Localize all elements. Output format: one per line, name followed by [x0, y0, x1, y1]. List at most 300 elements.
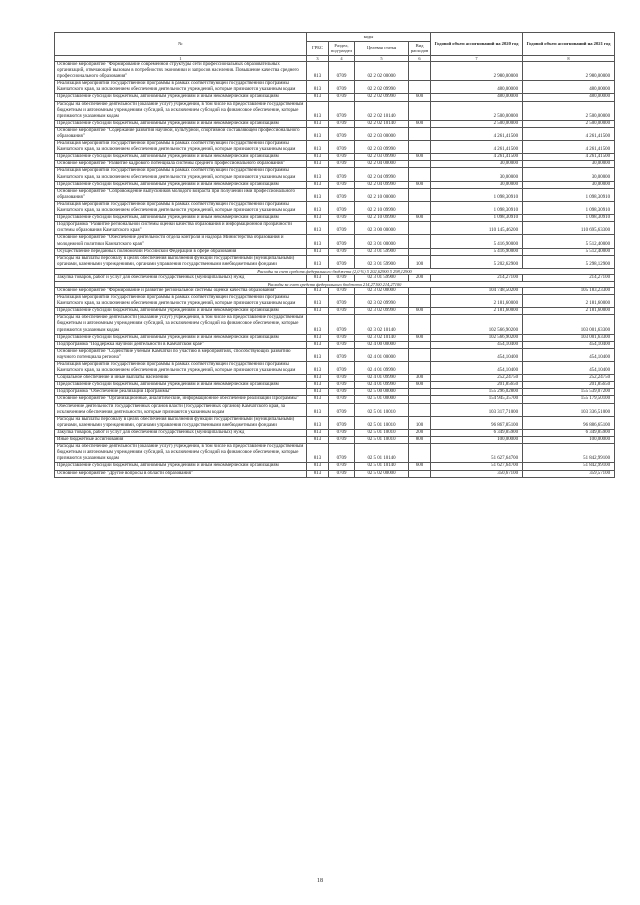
row-expense-type [409, 127, 431, 140]
row-name: Основное мероприятие "Содействие ученым Камчатки по участию в мероприятиях, способствующих развитию научного потенциала региона" [55, 348, 307, 361]
row-section: 0709 [329, 201, 355, 214]
row-grbs: 813 [307, 308, 329, 315]
row-amount-2020: 454,10400 [431, 348, 523, 361]
row-name: Реализация мероприятий государственной программы в рамках соответствующей государственной программы Камчатского края, за исключением обеспечения деятельности учреждений, которые признаются указанным кодам [55, 201, 307, 214]
row-expense-type [409, 81, 431, 94]
row-article: 02 5 01 10010 [355, 437, 409, 444]
table-row [55, 188, 615, 201]
row-amount-2020: 30,00000 [431, 161, 523, 168]
row-article: 02 4 01 09990 [355, 375, 409, 382]
row-amount-2021: 110 695,63300 [523, 222, 615, 235]
row-name: Реализация мероприятий государственной программы в рамках соответствующей государственной программы Камчатского края, за исключением обеспечения деятельности учреждений, которые признаются указанным кодам [55, 295, 307, 308]
row-amount-2020: 480,00000 [431, 81, 523, 94]
row-grbs: 813 [307, 222, 329, 235]
row-name: Предоставление субсидий бюджетным, автономным учреждениям и иным некоммерческим организациям [55, 382, 307, 389]
row-amount-2020: 252,24750 [431, 375, 523, 382]
row-grbs: 813 [307, 295, 329, 308]
row-section: 0709 [329, 382, 355, 389]
row-expense-type [409, 444, 431, 463]
header-article: Целевая статья [355, 41, 409, 55]
table-row [55, 161, 615, 168]
table-row [55, 215, 615, 222]
row-section: 0709 [329, 295, 355, 308]
row-amount-2021: 155 179,50100 [523, 396, 615, 403]
row-amount-2021: 454,10400 [523, 348, 615, 361]
row-name: Основное мероприятие "Развитие кадрового потенциала системы среднего профессионального образования" [55, 161, 307, 168]
row-grbs: 813 [307, 255, 329, 268]
row-expense-type: 600 [409, 181, 431, 188]
row-grbs: 813 [307, 61, 329, 80]
row-amount-2020: 100,00000 [431, 437, 523, 444]
row-article: 02 2 04 09990 [355, 181, 409, 188]
row-expense-type: 600 [409, 120, 431, 127]
row-expense-type: 300 [409, 375, 431, 382]
row-article: 02 2 04 00000 [355, 161, 409, 168]
table-row [55, 444, 615, 463]
row-amount-2021: 103 336,51000 [523, 403, 615, 416]
row-name: Предоставление субсидий бюджетным, автономным учреждениям и иным некоммерческим организациям [55, 215, 307, 222]
row-amount-2020: 103 317,71000 [431, 403, 523, 416]
table-row [55, 429, 615, 436]
row-amount-2021: 100,00000 [523, 437, 615, 444]
row-section: 0709 [329, 127, 355, 140]
table-row [55, 334, 615, 341]
federal-funds-note: Расходы за счет средств федерального бюджета (2,0 %) 5 202,62900 5 298,12900 [55, 268, 615, 274]
row-grbs: 813 [307, 215, 329, 222]
row-article: 02 5 01 10140 [355, 444, 409, 463]
row-article: 02 4 01 09990 [355, 362, 409, 375]
row-amount-2021: 1 098,30910 [523, 201, 615, 214]
row-amount-2020: 51 627,64700 [431, 463, 523, 470]
column-index-cell: 1 [55, 55, 307, 61]
row-section: 0709 [329, 308, 355, 315]
row-section: 0709 [329, 255, 355, 268]
row-grbs: 813 [307, 120, 329, 127]
table-row [55, 396, 615, 403]
row-expense-type [409, 188, 431, 201]
row-amount-2021: 214,27100 [523, 274, 615, 281]
table-row [55, 287, 615, 294]
row-grbs: 813 [307, 168, 329, 181]
row-amount-2020: 454,10400 [431, 341, 523, 348]
row-name: Предоставление субсидий бюджетным, автономным учреждениям и иным некоммерческим организациям [55, 120, 307, 127]
row-section: 0709 [329, 161, 355, 168]
row-amount-2021: 5 298,12900 [523, 255, 615, 268]
row-grbs: 813 [307, 127, 329, 140]
table-row [55, 274, 615, 281]
row-section: 0709 [329, 248, 355, 255]
row-article: 02 5 01 10140 [355, 463, 409, 470]
row-grbs: 813 [307, 188, 329, 201]
row-name: Реализация мероприятий государственной программы в рамках соответствующей государственной программы Камчатского края, за исключением обеспечения деятельности учреждений, которые признаются указанным кодам [55, 168, 307, 181]
row-grbs: 813 [307, 81, 329, 94]
row-grbs: 813 [307, 403, 329, 416]
table-row [55, 222, 615, 235]
row-expense-type: 100 [409, 416, 431, 429]
row-section: 0709 [329, 222, 355, 235]
row-amount-2020: 2 980,00000 [431, 61, 523, 80]
row-grbs: 813 [307, 362, 329, 375]
row-expense-type: 600 [409, 463, 431, 470]
row-expense-type [409, 470, 431, 477]
row-article: 02 2 10 09990 [355, 215, 409, 222]
row-name: Реализация мероприятий государственной программы в рамках соответствующей государственной программы Камчатского края, за исключением обеспечения деятельности учреждений, которые признаются указанным кодам [55, 362, 307, 375]
row-article: 02 2 04 09990 [355, 168, 409, 181]
row-name: Основное мероприятие "Сопровождение выпускников молодого возраста при получении ими профессионального образования" [55, 188, 307, 201]
row-section: 0709 [329, 396, 355, 403]
row-amount-2021: 6 349,85900 [523, 429, 615, 436]
row-grbs: 813 [307, 154, 329, 161]
column-index-cell: 7 [431, 55, 523, 61]
row-amount-2021: 103 001,63300 [523, 315, 615, 334]
row-amount-2021: 4 261,41500 [523, 127, 615, 140]
row-amount-2020: 102 566,90200 [431, 315, 523, 334]
header-num: № [55, 33, 307, 56]
table-row [55, 315, 615, 334]
table-row [55, 437, 615, 444]
table-row [55, 127, 615, 140]
row-article: 02 3 01 59900 [355, 255, 409, 268]
column-index-cell: 8 [523, 55, 615, 61]
row-name: Подпрограмма "Обеспечение реализации Программы" [55, 389, 307, 396]
row-grbs: 813 [307, 348, 329, 361]
row-grbs: 813 [307, 382, 329, 389]
row-amount-2020: 454,10400 [431, 362, 523, 375]
row-expense-type [409, 348, 431, 361]
row-amount-2020: 4 261,41500 [431, 141, 523, 154]
row-section: 0709 [329, 274, 355, 281]
row-name: Предоставление субсидий бюджетным, автономным учреждениям и иным некоммерческим организациям [55, 94, 307, 101]
row-section: 0709 [329, 120, 355, 127]
row-section: 0709 [329, 235, 355, 248]
row-amount-2020: 51 627,64700 [431, 444, 523, 463]
row-grbs: 813 [307, 315, 329, 334]
table-row [55, 255, 615, 268]
row-article: 02 4 01 09990 [355, 382, 409, 389]
row-grbs: 813 [307, 416, 329, 429]
row-amount-2020: 154 945,35700 [431, 396, 523, 403]
row-section: 0709 [329, 94, 355, 101]
row-article: 02 3 02 00000 [355, 287, 409, 294]
row-amount-2021: 30,00000 [523, 181, 615, 188]
row-grbs: 813 [307, 287, 329, 294]
row-article: 02 4 00 00000 [355, 341, 409, 348]
row-amount-2021: 30,00000 [523, 161, 615, 168]
row-amount-2020: 1 098,30910 [431, 215, 523, 222]
header-grbs: ГРБС [307, 41, 329, 55]
row-grbs: 813 [307, 470, 329, 477]
row-name: Расходы на обеспечение деятельности (оказание услуг) учреждений, в том числе на предоставление государственным бюджетным и автономным учреждениям субсидий, за исключением субсидий на финансовое обеспечение, которые признаются указанным кодам [55, 315, 307, 334]
row-amount-2020: 96 867,85100 [431, 416, 523, 429]
row-article: 02 2 03 09990 [355, 154, 409, 161]
federal-funds-note: Расходы за счет средств федерального бюджета 214,27100 214,27100 [55, 281, 615, 287]
row-amount-2021: 155 539,07200 [523, 389, 615, 396]
table-row [55, 141, 615, 154]
row-name: Предоставление субсидий бюджетным, автономным учреждениям и иным некоммерческим организациям [55, 181, 307, 188]
row-amount-2021: 454,10400 [523, 341, 615, 348]
row-name: Иные бюджетные ассигнования [55, 437, 307, 444]
row-expense-type: 600 [409, 334, 431, 341]
row-expense-type: 600 [409, 154, 431, 161]
row-section: 0709 [329, 154, 355, 161]
row-amount-2021: 5 512,40000 [523, 248, 615, 255]
row-amount-2020: 5 416,90000 [431, 248, 523, 255]
row-name: Основное мероприятие "Содержание развития научной, культурной, спортивной составляющей профессионального образования" [55, 127, 307, 140]
column-index-cell: 5 [355, 55, 409, 61]
row-grbs: 813 [307, 101, 329, 120]
row-amount-2020: 480,00000 [431, 94, 523, 101]
budget-table-sheet [54, 32, 614, 478]
row-expense-type [409, 161, 431, 168]
row-name: Основное мероприятие "Формирование современной структуры сети профессиональных образовательных организаций, отвечающей вызовам в потребностях экономики и запросов населения. Повышение качества среднего профессионального образования" [55, 61, 307, 80]
row-grbs: 813 [307, 463, 329, 470]
row-amount-2020: 201,85650 [431, 382, 523, 389]
row-amount-2021: 2 500,00000 [523, 120, 615, 127]
table-row [55, 295, 615, 308]
table-row [55, 201, 615, 214]
row-name: Предоставление субсидий бюджетным, автономным учреждениям и иным некоммерческим организациям [55, 334, 307, 341]
row-name: Предоставление субсидий бюджетным, автономным учреждениям и иным некоммерческим организациям [55, 463, 307, 470]
row-expense-type: 800 [409, 437, 431, 444]
row-amount-2020: 2 181,60000 [431, 295, 523, 308]
row-article: 02 3 02 10140 [355, 315, 409, 334]
row-amount-2021: 5 512,40000 [523, 235, 615, 248]
table-row [55, 235, 615, 248]
row-expense-type [409, 61, 431, 80]
row-section: 0709 [329, 403, 355, 416]
row-name: Подпрограмма "Развитие региональной системы оценки качества образования и информационной прозрачности системы образования Камчатского края" [55, 222, 307, 235]
row-name: Предоставление субсидий бюджетным, автономным учреждениям и иным некоммерческим организациям [55, 308, 307, 315]
row-article: 02 2 10 00000 [355, 188, 409, 201]
table-header [55, 33, 615, 62]
row-article: 02 5 00 00000 [355, 389, 409, 396]
row-section: 0709 [329, 315, 355, 334]
row-amount-2020: 2 500,00000 [431, 120, 523, 127]
row-grbs: 813 [307, 181, 329, 188]
row-section: 0709 [329, 416, 355, 429]
row-amount-2021: 201,85650 [523, 382, 615, 389]
row-expense-type [409, 168, 431, 181]
row-section: 0709 [329, 334, 355, 341]
row-name: Осуществление переданных полномочий Российской Федерации в сфере образования [55, 248, 307, 255]
table-row [55, 375, 615, 382]
row-amount-2020: 110 145,46200 [431, 222, 523, 235]
table-row [55, 341, 615, 348]
table-row [55, 470, 615, 477]
row-expense-type: 200 [409, 429, 431, 436]
row-expense-type: 100 [409, 255, 431, 268]
column-index-cell: 4 [329, 55, 355, 61]
row-amount-2021: 2 181,60000 [523, 308, 615, 315]
row-article: 02 3 02 09990 [355, 295, 409, 308]
row-expense-type [409, 141, 431, 154]
row-expense-type: 200 [409, 274, 431, 281]
row-section: 0709 [329, 287, 355, 294]
row-amount-2021: 30,00000 [523, 168, 615, 181]
row-section: 0709 [329, 101, 355, 120]
row-expense-type [409, 362, 431, 375]
row-article: 02 3 01 59900 [355, 274, 409, 281]
row-section: 0709 [329, 181, 355, 188]
row-amount-2021: 480,00000 [523, 94, 615, 101]
row-amount-2020: 4 261,41500 [431, 127, 523, 140]
row-expense-type [409, 287, 431, 294]
row-section: 0709 [329, 188, 355, 201]
row-name: Расходы на выплаты персоналу в целях обеспечения выполнения функций государственными (муниципальными) органами, казенными учреждениями, органами управления государственными внебюджетными фондами [55, 416, 307, 429]
row-amount-2020: 155 296,02800 [431, 389, 523, 396]
table-row [55, 389, 615, 396]
row-section: 0709 [329, 141, 355, 154]
row-name: Основное мероприятие "Обеспечение деятельности отдела контроля и надзора Министерства образования и молодежной политики Камчатского края" [55, 235, 307, 248]
table-row [55, 308, 615, 315]
row-expense-type [409, 235, 431, 248]
row-amount-2020: 30,00000 [431, 181, 523, 188]
row-section: 0709 [329, 463, 355, 470]
row-amount-2021: 1 098,30910 [523, 215, 615, 222]
row-grbs: 813 [307, 375, 329, 382]
row-article: 02 5 01 10010 [355, 416, 409, 429]
table-row [55, 362, 615, 375]
row-amount-2021: 105 183,23300 [523, 287, 615, 294]
row-amount-2020: 102 566,90200 [431, 334, 523, 341]
row-amount-2021: 359,57100 [523, 470, 615, 477]
row-expense-type: 600 [409, 94, 431, 101]
row-amount-2021: 1 098,30910 [523, 188, 615, 201]
row-section: 0709 [329, 437, 355, 444]
row-amount-2020: 5 202,62900 [431, 255, 523, 268]
table-row [55, 248, 615, 255]
row-amount-2020: 104 748,50200 [431, 287, 523, 294]
row-article: 02 2 02 00000 [355, 61, 409, 80]
row-amount-2020: 5 416,90000 [431, 235, 523, 248]
row-name: Закупка товаров, работ и услуг для обеспечения государственных (муниципальных) нужд [55, 274, 307, 281]
row-name: Закупка товаров, работ и услуг для обеспечения государственных (муниципальных) нужд [55, 429, 307, 436]
header-year-2020: Годовой объем ассигнований на 2020 год [431, 33, 523, 56]
row-expense-type [409, 389, 431, 396]
row-grbs: 813 [307, 437, 329, 444]
row-grbs: 813 [307, 444, 329, 463]
row-amount-2021: 252,24750 [523, 375, 615, 382]
row-grbs: 813 [307, 334, 329, 341]
row-article: 02 2 02 09990 [355, 94, 409, 101]
row-expense-type [409, 101, 431, 120]
column-index-cell: 6 [409, 55, 431, 61]
row-grbs: 813 [307, 389, 329, 396]
row-amount-2021: 4 261,41500 [523, 154, 615, 161]
table-row [55, 101, 615, 120]
header-year-2021: Годовой объем ассигнований на 2021 год [523, 33, 615, 56]
row-name: Реализация мероприятий государственной программы в рамках соответствующей государственной программы Камчатского края, за исключением обеспечения деятельности учреждений, которые признаются указанным кодам [55, 81, 307, 94]
row-name: Основное мероприятие "Другие вопросы в области образования" [55, 470, 307, 477]
row-section: 0709 [329, 375, 355, 382]
row-amount-2021: 103 001,63300 [523, 334, 615, 341]
row-amount-2020: 2 500,00000 [431, 101, 523, 120]
row-article: 02 2 10 09990 [355, 201, 409, 214]
row-article: 02 5 02 00000 [355, 470, 409, 477]
table-body [55, 61, 615, 477]
row-grbs: 813 [307, 235, 329, 248]
row-section: 0709 [329, 61, 355, 80]
row-grbs: 813 [307, 141, 329, 154]
table-row [55, 403, 615, 416]
row-section: 0709 [329, 348, 355, 361]
page-number: 18 [317, 878, 323, 884]
row-amount-2021: 2 980,00000 [523, 61, 615, 80]
row-grbs: 813 [307, 429, 329, 436]
table-row [55, 154, 615, 161]
row-section: 0709 [329, 362, 355, 375]
row-name: Расходы на обеспечение деятельности (оказание услуг) учреждений, в том числе на предоставление государственным бюджетным и автономным учреждениям субсидий, за исключением субсидий на финансовое обеспечение, которые признаются указанным кодам [55, 444, 307, 463]
row-name: Реализация мероприятий государственной программы в рамках соответствующей государственной программы Камчатского края, за исключением обеспечения деятельности учреждений, которые признаются указанным кодам [55, 141, 307, 154]
row-section: 0709 [329, 444, 355, 463]
row-amount-2021: 454,10400 [523, 362, 615, 375]
table-row [55, 94, 615, 101]
row-section: 0709 [329, 429, 355, 436]
row-amount-2020: 1 098,30910 [431, 188, 523, 201]
table-row [55, 168, 615, 181]
row-article: 02 5 01 10010 [355, 429, 409, 436]
row-name: Расходы на обеспечение деятельности (оказание услуг) учреждений, в том числе на предоставление государственным бюджетным и автономным учреждениям субсидий, за исключением субсидий на финансовое обеспечение, которые признаются указанным кодам [55, 101, 307, 120]
row-grbs: 813 [307, 161, 329, 168]
row-article: 02 2 02 10140 [355, 101, 409, 120]
table-row [55, 348, 615, 361]
row-grbs: 813 [307, 396, 329, 403]
row-name: Обеспечение деятельности государственных органов власти (государственных органов) Камчатского края, за исключением обеспечения деятельности, которые признаются указанным кодам [55, 403, 307, 416]
row-expense-type: 600 [409, 382, 431, 389]
row-amount-2021: 51 842,99100 [523, 463, 615, 470]
table-row [55, 61, 615, 80]
row-expense-type [409, 295, 431, 308]
row-expense-type [409, 222, 431, 235]
row-article: 02 3 02 09990 [355, 308, 409, 315]
row-article: 02 5 01 10010 [355, 403, 409, 416]
row-name: Социальное обеспечение и иные выплаты населению [55, 375, 307, 382]
row-article: 02 4 01 00000 [355, 348, 409, 361]
header-expense-type: Вид расходов [409, 41, 431, 55]
row-article: 02 3 00 00000 [355, 222, 409, 235]
row-expense-type [409, 315, 431, 334]
row-grbs: 813 [307, 94, 329, 101]
row-amount-2020: 6 349,85900 [431, 429, 523, 436]
row-expense-type [409, 403, 431, 416]
row-grbs: 813 [307, 201, 329, 214]
row-article: 02 3 01 59900 [355, 248, 409, 255]
row-expense-type [409, 248, 431, 255]
table-row [55, 181, 615, 188]
row-amount-2020: 1 098,30910 [431, 201, 523, 214]
row-amount-2021: 51 842,99100 [523, 444, 615, 463]
row-grbs: 813 [307, 274, 329, 281]
row-article: 02 2 03 09990 [355, 141, 409, 154]
row-amount-2020: 214,27100 [431, 274, 523, 281]
row-name: Основное мероприятие "Организационные, аналитические, информационное обеспечение реализации Программы" [55, 396, 307, 403]
table-row [55, 120, 615, 127]
row-amount-2020: 4 261,41500 [431, 154, 523, 161]
row-amount-2021: 4 261,41500 [523, 141, 615, 154]
budget-table [54, 32, 615, 478]
row-article: 02 2 02 10140 [355, 120, 409, 127]
row-name: Подпрограмма "Поддержка научной деятельности в Камчатском крае" [55, 341, 307, 348]
row-section: 0709 [329, 81, 355, 94]
table-row [55, 382, 615, 389]
row-article: 02 5 01 00000 [355, 396, 409, 403]
row-name: Основное мероприятие "Формирование и развитие региональной системы оценки качества образования" [55, 287, 307, 294]
row-amount-2021: 2 181,60000 [523, 295, 615, 308]
row-article: 02 2 03 00000 [355, 127, 409, 140]
table-row [55, 81, 615, 94]
row-article: 02 2 02 09990 [355, 81, 409, 94]
header-codes: коды [307, 33, 431, 42]
